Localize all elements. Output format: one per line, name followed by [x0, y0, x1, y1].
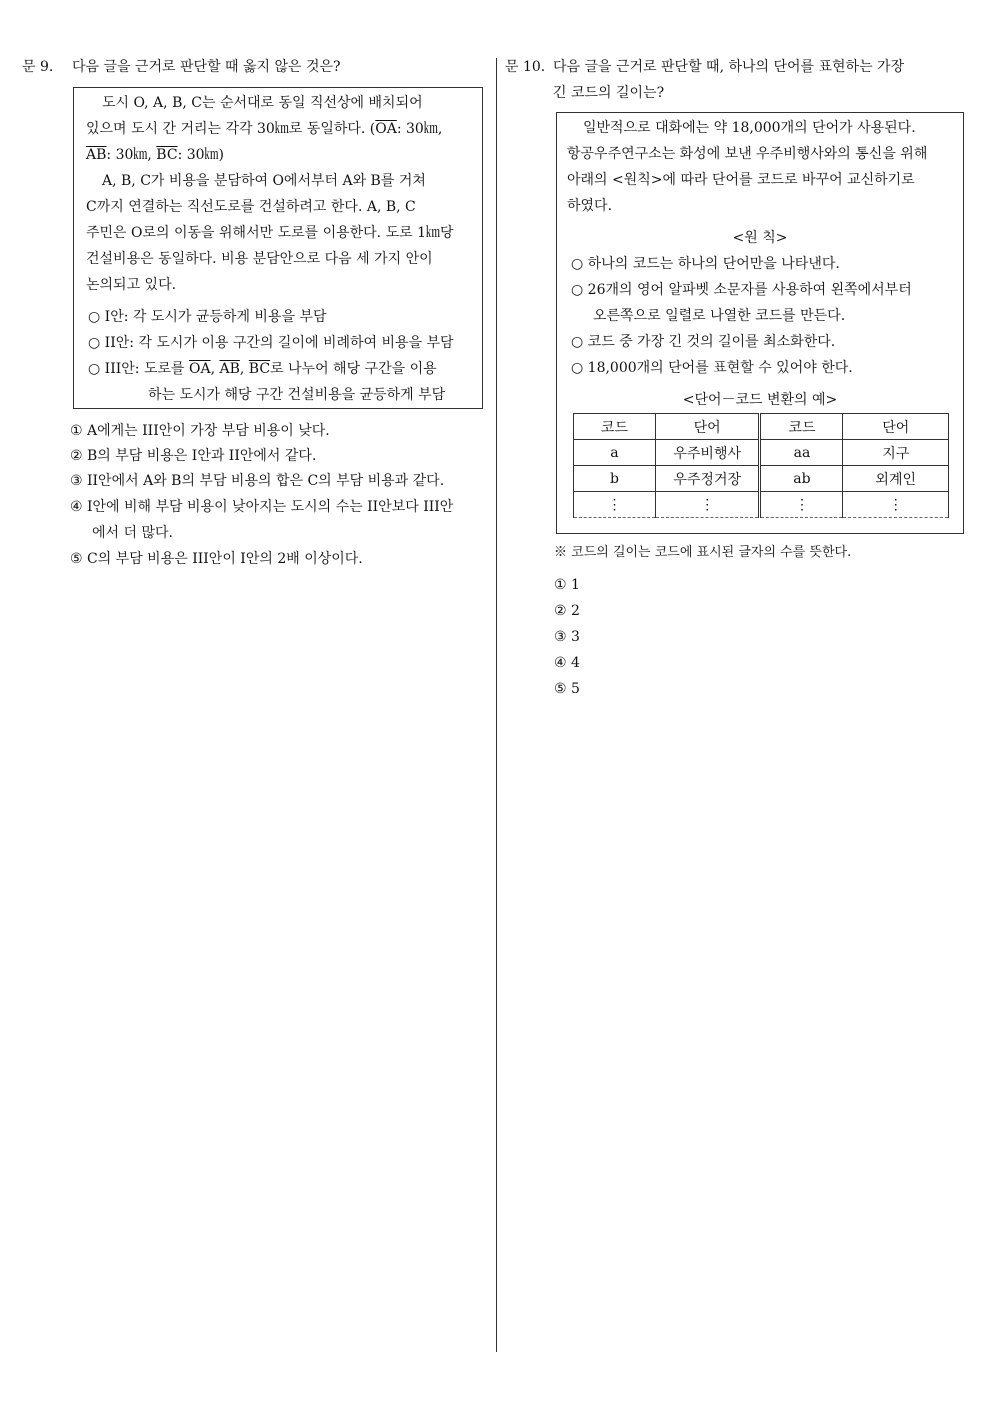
q10-rule-4: ○ 18,000개의 단어를 표현할 수 있어야 한다.: [571, 360, 853, 376]
q10-passage-line: 일반적으로 대화에는 약 18,000개의 단어가 사용된다.: [583, 120, 916, 136]
q9-number: 문 9.: [22, 59, 54, 75]
q10-rule-2-cont: 오른쪽으로 일렬로 나열한 코드를 만든다.: [593, 308, 846, 324]
table-cell: ⋮: [760, 492, 843, 518]
table-cell: a: [574, 440, 656, 466]
q10-passage-line: 항공우주연구소는 화성에 보낸 우주비행사와의 통신을 위해: [567, 146, 928, 162]
q9-passage-box: [73, 87, 483, 409]
table-cell: ab: [760, 466, 843, 492]
q9-option-4-cont: 에서 더 많다.: [92, 525, 173, 541]
q10-option-2[interactable]: ② 2: [554, 603, 580, 619]
table-header-cell: 코드: [574, 414, 656, 440]
table-cell: 외계인: [843, 466, 949, 492]
q9-plan-2: ○ II안: 각 도시가 이용 구간의 길이에 비례하여 비용을 부담: [88, 335, 454, 351]
table-header-cell: 단어: [843, 414, 949, 440]
table-header-cell: 코드: [760, 414, 843, 440]
q9-passage-line: C까지 연결하는 직선도로를 건설하려고 한다. A, B, C: [86, 199, 416, 215]
q10-table-title: <단어－코드 변환의 예>: [682, 392, 838, 408]
q10-note: ※ 코드의 길이는 코드에 표시된 글자의 수를 뜻한다.: [554, 545, 852, 560]
q10-option-5[interactable]: ⑤ 5: [554, 681, 580, 697]
table-cell: ⋮: [843, 492, 949, 518]
q10-passage-line: 아래의 <원칙>에 따라 단어를 코드로 바꾸어 교신하기로: [567, 172, 915, 188]
q10-option-4[interactable]: ④ 4: [554, 655, 580, 671]
table-row: [574, 466, 949, 492]
q10-passage-box: [556, 112, 964, 534]
table-cell: 우주비행사: [655, 440, 760, 466]
table-cell: ⋮: [574, 492, 656, 518]
table-row: [574, 440, 949, 466]
q9-plan-3: ○ III안: 도로를 $\overline{OA}$, $\overline{AB}$, $\overline{BC}$로 나누어 해당 구간을 이용: [88, 361, 437, 377]
q9-option-1[interactable]: ① A에게는 III안이 가장 부담 비용이 낮다.: [70, 423, 330, 439]
table-header-cell: 단어: [655, 414, 760, 440]
q10-rule-2: ○ 26개의 영어 알파벳 소문자를 사용하여 왼쪽에서부터: [571, 282, 912, 298]
q10-rule-3: ○ 코드 중 가장 긴 것의 길이를 최소화한다.: [571, 334, 836, 350]
q9-passage-line: 있으며 도시 간 거리는 각각 30㎞로 동일하다. ($\overline{OA}$: 30㎞,: [86, 121, 443, 137]
q10-example-table: [573, 413, 949, 518]
q10-rule-1: ○ 하나의 코드는 하나의 단어만을 나타낸다.: [571, 256, 840, 272]
q9-passage-line: 건설비용은 동일하다. 비용 분담안으로 다음 세 가지 안이: [86, 251, 433, 267]
q9-passage-line: 도시 O, A, B, C는 순서대로 동일 직선상에 배치되어: [102, 95, 423, 111]
q9-passage-line: $\overline{AB}$: 30㎞, $\overline{BC}$: 30㎞): [86, 147, 225, 163]
q9-question: 다음 글을 근거로 판단할 때 옳지 않은 것은?: [72, 59, 341, 75]
table-cell: aa: [760, 440, 843, 466]
q10-rules-title: <원 칙>: [732, 230, 788, 246]
table-cell: b: [574, 466, 656, 492]
q9-plan-1: ○ I안: 각 도시가 균등하게 비용을 부담: [88, 309, 327, 325]
q10-passage-line: 하였다.: [567, 198, 613, 214]
q9-option-2[interactable]: ② B의 부담 비용은 I안과 II안에서 같다.: [70, 448, 317, 464]
q9-passage-line: 주민은 O로의 이동을 위해서만 도로를 이용한다. 도로 1㎞당: [86, 225, 454, 241]
q10-number: 문 10.: [505, 59, 546, 75]
q9-plan-3-cont: 하는 도시가 해당 구간 건설비용을 균등하게 부담: [148, 387, 446, 403]
table-cell: ⋮: [655, 492, 760, 518]
q9-passage-line: A, B, C가 비용을 분담하여 O에서부터 A와 B를 거쳐: [102, 173, 426, 189]
q10-question-cont: 긴 코드의 길이는?: [553, 85, 665, 101]
q9-option-4[interactable]: ④ I안에 비해 부담 비용이 낮아지는 도시의 수는 II안보다 III안: [70, 499, 454, 515]
table-cell: 지구: [843, 440, 949, 466]
q9-passage-line: 논의되고 있다.: [86, 277, 177, 293]
q9-option-3[interactable]: ③ II안에서 A와 B의 부담 비용의 합은 C의 부담 비용과 같다.: [70, 473, 445, 489]
column-divider: [496, 58, 497, 1352]
q9-option-5[interactable]: ⑤ C의 부담 비용은 III안이 I안의 2배 이상이다.: [70, 551, 363, 567]
table-header-row: [574, 414, 949, 440]
q10-question: 다음 글을 근거로 판단할 때, 하나의 단어를 표현하는 가장: [553, 59, 905, 75]
q10-option-3[interactable]: ③ 3: [554, 629, 580, 645]
table-row: [574, 492, 949, 518]
table-cell: 우주정거장: [655, 466, 760, 492]
q10-option-1[interactable]: ① 1: [554, 577, 580, 593]
